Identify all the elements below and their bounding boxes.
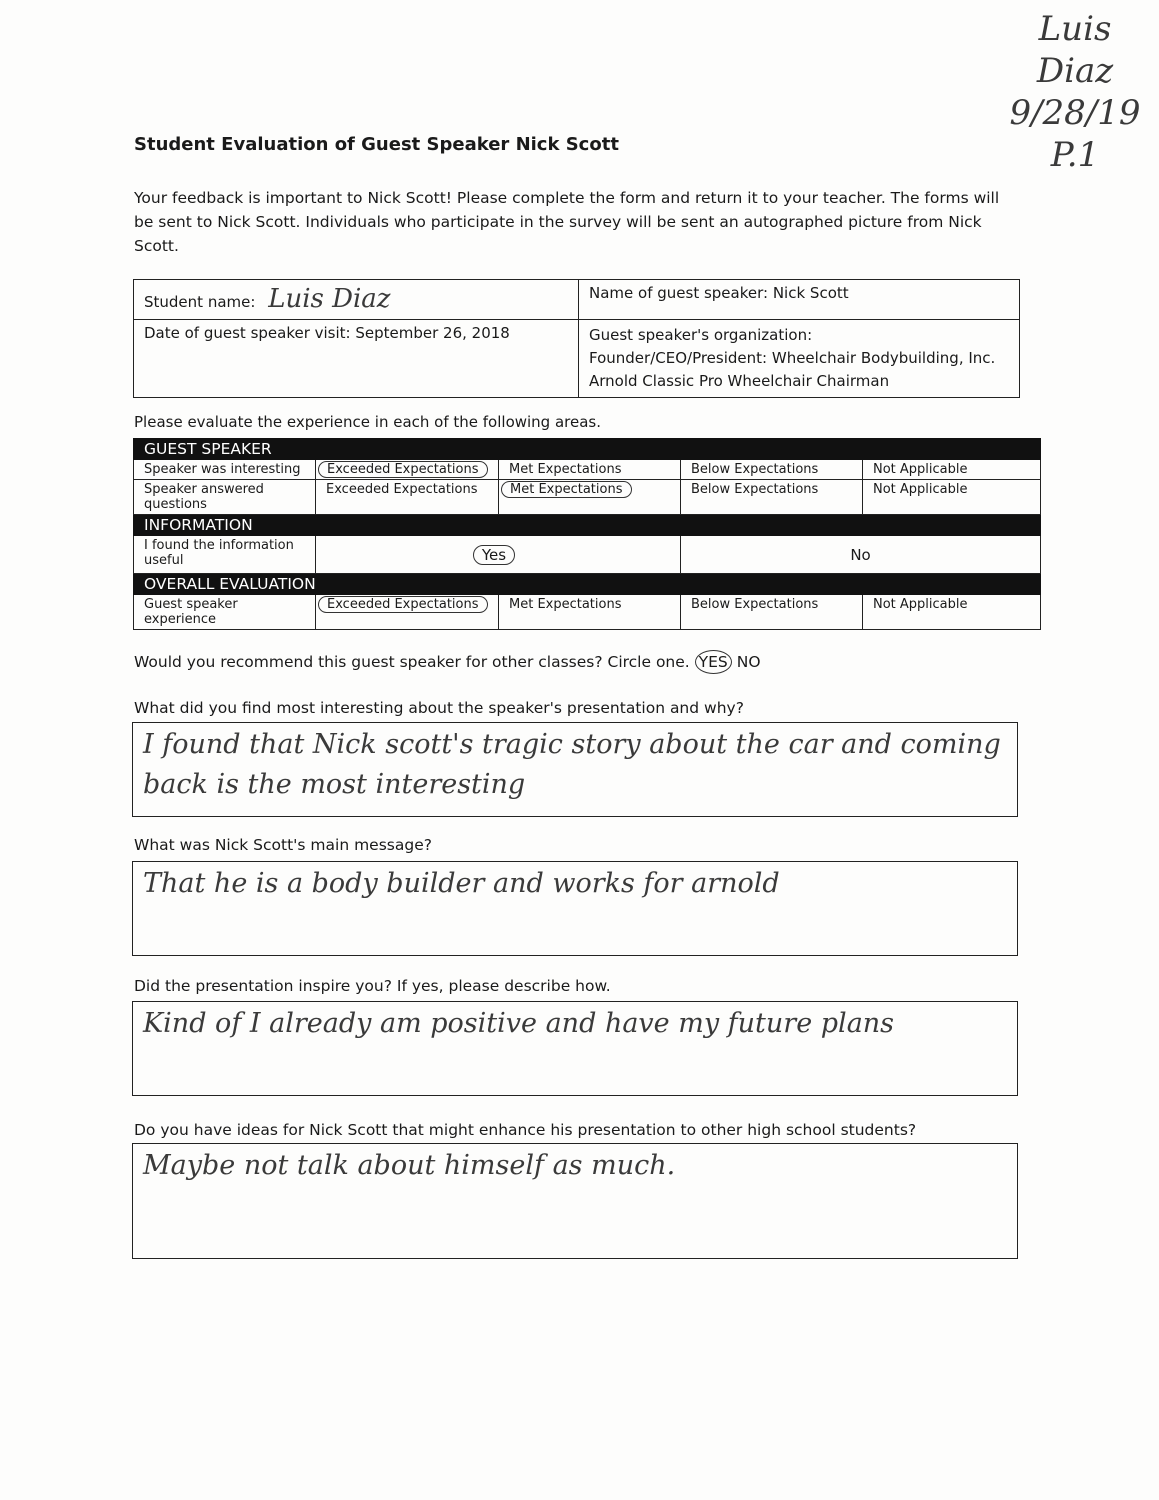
section-guest-speaker	[134, 439, 1041, 460]
question-inspire: Did the presentation inspire you? If yes, please describe how.	[134, 977, 611, 995]
option-not-applicable[interactable]: Not Applicable	[863, 460, 1041, 480]
recommend-question-text: Would you recommend this guest speaker for other classes? Circle one.	[134, 653, 690, 671]
option-below[interactable]: Below Expectations	[681, 595, 863, 630]
answer-main-message: That he is a body builder and works for arnold	[143, 868, 780, 899]
row-label: Speaker answered questions	[134, 480, 316, 515]
answer-ideas: Maybe not talk about himself as much.	[143, 1150, 676, 1181]
option-met-selected[interactable]: Met Expectations	[499, 480, 681, 515]
answer-main-message-box[interactable]	[132, 861, 1018, 956]
answer-inspire-box[interactable]	[132, 1001, 1018, 1096]
evaluation-table	[133, 438, 1041, 630]
table-row	[134, 480, 1041, 515]
option-no[interactable]: No	[681, 536, 1041, 574]
answer-inspire: Kind of I already am positive and have my future plans	[143, 1008, 895, 1039]
recommend-no[interactable]: NO	[736, 653, 761, 671]
option-exceeded-selected[interactable]: Exceeded Expectations	[316, 460, 499, 480]
option-not-applicable[interactable]: Not Applicable	[863, 595, 1041, 630]
handwritten-corner-note	[1000, 8, 1150, 176]
row-label: I found the information useful	[134, 536, 316, 574]
organization-cell	[579, 320, 1020, 398]
answer-ideas-box[interactable]	[132, 1143, 1018, 1259]
question-most-interesting: What did you find most interesting about the speaker's presentation and why?	[134, 699, 744, 717]
student-name-label: Student name:	[144, 293, 256, 311]
evaluation-caption: Please evaluate the experience in each of the following areas.	[134, 413, 602, 431]
visit-date: Date of guest speaker visit: September 26, 2018	[144, 324, 510, 342]
section-overall-evaluation	[134, 574, 1041, 595]
section-guest-speaker-label: GUEST SPEAKER	[134, 439, 1041, 460]
option-exceeded-selected[interactable]: Exceeded Expectations	[316, 595, 499, 630]
recommend-yes-selected[interactable]: YES	[695, 650, 732, 674]
table-row	[134, 536, 1041, 574]
speaker-name-cell	[579, 280, 1020, 320]
student-name-value: Luis Diaz	[268, 284, 391, 314]
corner-period: P.1	[1050, 135, 1100, 175]
organization-line-1: Founder/CEO/President: Wheelchair Bodybuilding, Inc.	[589, 349, 996, 367]
speaker-name: Name of guest speaker: Nick Scott	[589, 284, 849, 302]
option-yes-selected[interactable]: Yes	[316, 536, 681, 574]
section-information	[134, 515, 1041, 536]
recommend-question	[134, 653, 761, 671]
option-not-applicable[interactable]: Not Applicable	[863, 480, 1041, 515]
answer-most-interesting-box[interactable]	[132, 722, 1018, 817]
question-main-message: What was Nick Scott's main message?	[134, 836, 432, 854]
table-row	[134, 595, 1041, 630]
visit-date-cell	[134, 320, 579, 398]
organization-label: Guest speaker's organization:	[589, 326, 813, 344]
row-label: Speaker was interesting	[134, 460, 316, 480]
info-table	[133, 279, 1020, 398]
option-below[interactable]: Below Expectations	[681, 480, 863, 515]
form-title: Student Evaluation of Guest Speaker Nick Scott	[134, 134, 619, 155]
intro-paragraph: Your feedback is important to Nick Scott! Please complete the form and return it to your teacher. The forms will be sent to Nick Scott. Individuals who participate in the survey will be sent an autographed picture from Nick Scott.	[134, 189, 1000, 255]
option-met[interactable]: Met Expectations	[499, 595, 681, 630]
row-label: Guest speaker experience	[134, 595, 316, 630]
corner-date: 9/28/19	[1009, 93, 1141, 133]
corner-name-last: Diaz	[1036, 51, 1114, 91]
option-below[interactable]: Below Expectations	[681, 460, 863, 480]
table-row	[134, 460, 1041, 480]
organization-line-2: Arnold Classic Pro Wheelchair Chairman	[589, 372, 890, 390]
question-ideas: Do you have ideas for Nick Scott that might enhance his presentation to other high school students?	[134, 1121, 917, 1139]
student-name-cell	[134, 280, 579, 320]
option-exceeded[interactable]: Exceeded Expectations	[316, 480, 499, 515]
answer-most-interesting: I found that Nick scott's tragic story about the car and coming back is the most interesting	[143, 729, 1001, 800]
option-met[interactable]: Met Expectations	[499, 460, 681, 480]
section-information-label: INFORMATION	[134, 515, 1041, 536]
section-overall-evaluation-label: OVERALL EVALUATION	[134, 574, 1041, 595]
corner-name-first: Luis	[1038, 9, 1112, 49]
